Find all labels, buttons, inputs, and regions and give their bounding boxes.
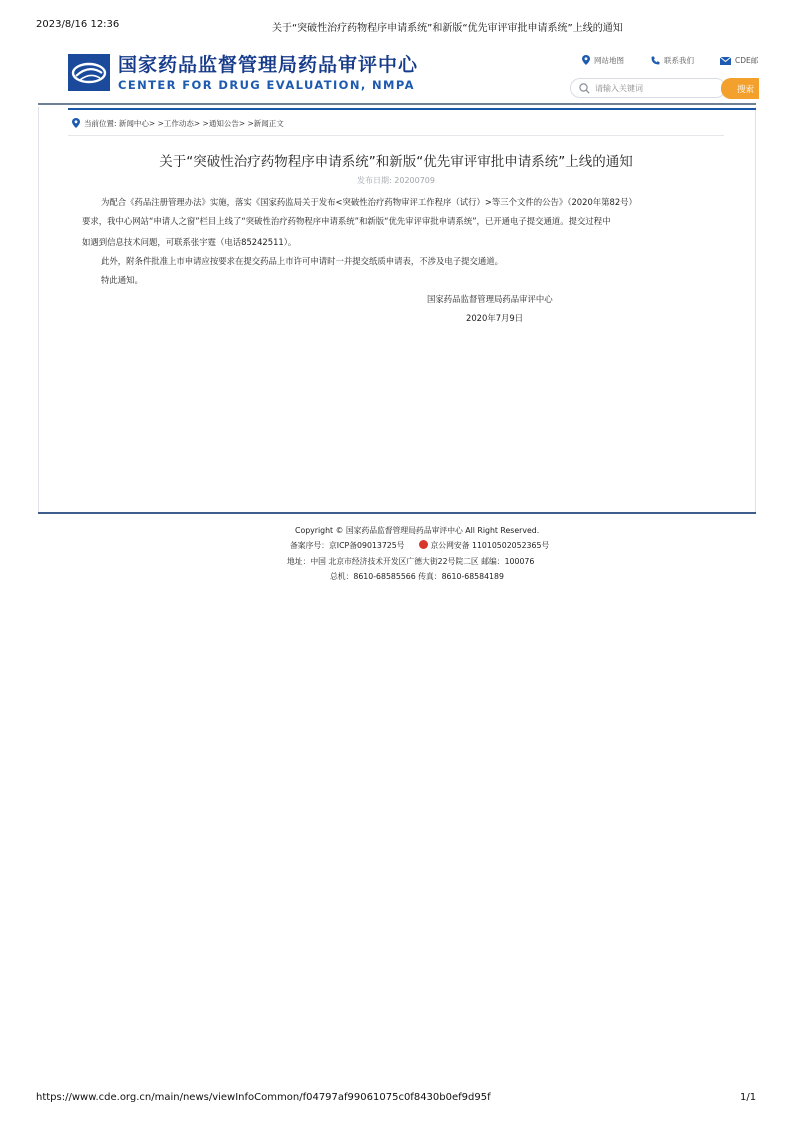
nav-divider [38, 103, 756, 105]
footer-copyright: Copyright © 国家药品监督管理局药品审评中心 All Right Reserved. [295, 526, 540, 535]
mail-icon [720, 57, 731, 65]
phone-icon [651, 56, 660, 65]
signature-org: 国家药品监督管理局药品审评中心 [427, 294, 553, 304]
content-top-rule [68, 108, 756, 110]
article-paragraph-3: 特此通知。 [101, 275, 143, 285]
contact-label: 联系我们 [664, 56, 694, 65]
search-button[interactable]: 搜索 [721, 78, 759, 99]
search-icon [579, 83, 590, 94]
sitemap-label: 网站地图 [594, 56, 624, 65]
search-box[interactable] [570, 78, 726, 98]
breadcrumb [72, 118, 284, 129]
publish-date-value: 20200709 [394, 176, 435, 185]
contact-link[interactable] [651, 55, 694, 67]
footer-registration [290, 540, 549, 551]
breadcrumb-label: 当前位置: [84, 119, 117, 128]
signature-date: 2020年7月9日 [466, 313, 524, 323]
cde-logo-icon[interactable] [68, 54, 110, 91]
icp-link[interactable]: 备案序号：京ICP备09013725号 [290, 541, 405, 550]
content-bottom-rule [38, 512, 756, 514]
mail-link[interactable] [720, 55, 758, 67]
footer-phone: 总机：8610-68585566 传真：8610-68584189 [330, 572, 504, 581]
search-input[interactable] [595, 81, 713, 95]
article-paragraph-1-line-2: 要求，我中心网站“申请人之窗”栏目上线了“突破性治疗药物程序申请系统”和新版“优先审评审批申请系统”，已开通电子提交通道。提交过程中 [82, 216, 611, 226]
publish-date [68, 175, 724, 186]
publish-date-label: 发布日期: [357, 176, 392, 185]
article-paragraph-2: 此外，附条件批准上市申请应按要求在提交药品上市许可申请时一并提交纸质申请表，不涉及电子提交通道。 [101, 256, 503, 266]
org-name-cn[interactable]: 国家药品监督管理局药品审评中心 [118, 54, 419, 76]
breadcrumb-divider [68, 135, 724, 136]
article-title: 关于“突破性治疗药物程序申请系统”和新版“优先审评审批申请系统”上线的通知 [159, 154, 633, 170]
print-page-title: 关于“突破性治疗药物程序申请系统”和新版“优先审评审批申请系统”上线的通知 [272, 23, 623, 34]
police-badge-icon [419, 540, 428, 549]
print-page-number: 1/1 [740, 1092, 757, 1103]
police-record-link[interactable]: 京公网安备 11010502052365号 [430, 541, 550, 550]
print-timestamp: 2023/8/16 12:36 [36, 19, 120, 30]
article-paragraph-1-line-1: 为配合《药品注册管理办法》实施，落实《国家药监局关于发布<突破性治疗药物审评工作程序（试行）>等三个文件的公告》（2020年第82号） [101, 197, 637, 207]
breadcrumb-path[interactable]: 新闻中心> >工作动态> >通知公告> >新闻正文 [118, 119, 284, 128]
article-paragraph-1-line-3: 如遇到信息技术问题，可联系张宇霆（电话85242511）。 [82, 237, 297, 247]
footer-address: 地址：中国 北京市经济技术开发区广德大街22号院二区 邮编：100076 [287, 557, 535, 566]
location-pin-icon [72, 118, 80, 128]
print-header [0, 19, 793, 35]
location-pin-icon [582, 55, 590, 65]
org-name-en[interactable]: CENTER FOR DRUG EVALUATION, NMPA [118, 78, 415, 92]
mail-label: CDE邮 [735, 56, 759, 65]
sitemap-link[interactable] [582, 55, 624, 67]
print-url: https://www.cde.org.cn/main/news/viewInfoCommon/f04797af99061075c0f8430b0ef9d95f [36, 1092, 491, 1103]
